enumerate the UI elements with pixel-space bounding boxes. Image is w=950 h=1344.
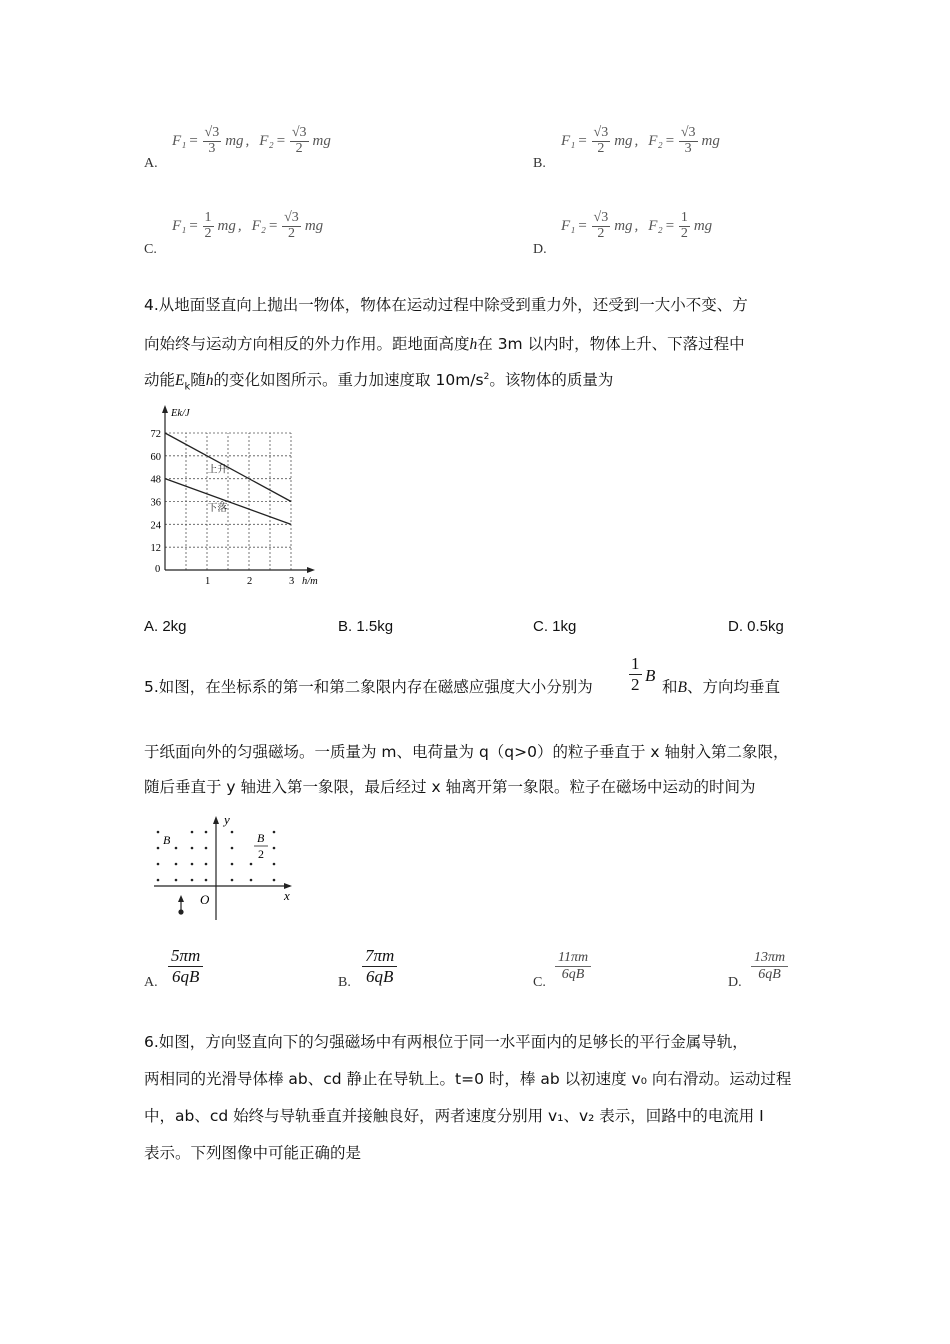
equals-sign: =	[577, 217, 588, 234]
f1-label: F₁	[561, 217, 576, 234]
f1-label: F₁	[561, 132, 576, 149]
q4-option-d[interactable]: D. 0.5kg	[728, 618, 784, 635]
field-dot	[273, 879, 276, 882]
separator: ,	[634, 132, 639, 149]
separator: ,	[634, 217, 639, 234]
mg-text: mg	[225, 132, 244, 149]
x-tick-label: 1	[205, 576, 211, 585]
q5-line-1a: 5.如图，在坐标系的第一和第二象限内存在磁感应强度大小分别为	[144, 678, 593, 696]
field-dot	[191, 879, 194, 882]
fraction: $\frac{√3}{2}$	[284, 210, 299, 241]
field-dot	[250, 863, 253, 866]
mg-text: mg	[614, 217, 633, 234]
q5-half-b-fraction: 1 2	[631, 654, 640, 694]
field-dot	[205, 847, 208, 850]
mg-text: mg	[312, 132, 331, 149]
y-tick-label: 48	[150, 474, 161, 486]
field-dot	[175, 863, 178, 866]
field-dot	[157, 847, 160, 850]
particle	[178, 909, 183, 914]
f1-label: F₁	[172, 217, 187, 234]
field-dot	[191, 847, 194, 850]
mg-text: mg	[614, 132, 633, 149]
field-dot	[273, 863, 276, 866]
chart-axes	[162, 405, 315, 573]
q6-line-3: 中，ab、cd 始终与导轨垂直并接触良好，两者速度分别用 v₁、v₂ 表示，回路中的电流用 I	[144, 1107, 764, 1125]
mg-text: mg	[701, 132, 720, 149]
q3-option-b-letter: B.	[533, 156, 546, 171]
y-axis-label: Ek/J	[171, 408, 190, 419]
fraction: $\frac{1}{2}$	[680, 210, 688, 241]
q5-line-3: 随后垂直于 y 轴进入第一象限，最后经过 x 轴离开第一象限。粒子在磁场中运动的时间为	[144, 778, 756, 796]
separator: ,	[245, 132, 250, 149]
equals-sign: =	[577, 132, 588, 149]
x-tick-label: 3	[289, 576, 295, 585]
chart-series	[165, 433, 291, 524]
q6-line-2: 两相同的光滑导体棒 ab、cd 静止在导轨上。t=0 时，棒 ab 以初速度 v₀ 向右滑动。运动过程	[144, 1070, 792, 1088]
y-axis-label: y	[224, 812, 230, 827]
field-dot	[231, 879, 234, 882]
q6-line-1: 6.如图，方向竖直向下的匀强磁场中有两根位于同一水平面内的足够长的平行金属导轨，	[144, 1033, 748, 1051]
q5-line-1b: 和B、方向均垂直	[662, 678, 780, 696]
q5-line-2: 于纸面向外的匀强磁场。一质量为 m、电荷量为 q（q>0）的粒子垂直于 x 轴射入第二象限，	[144, 743, 789, 761]
origin-label: O	[200, 892, 210, 907]
field-dot	[175, 847, 178, 850]
magnetic-field-figure	[148, 812, 298, 924]
particle-arrow	[178, 895, 184, 902]
x-axis-arrow	[307, 567, 315, 573]
q5-option-c-letter: C.	[533, 975, 546, 990]
f2-label: F₂	[259, 132, 274, 149]
q3-option-a-letter: A.	[144, 156, 158, 171]
field-dot	[231, 863, 234, 866]
equals-sign: =	[188, 132, 199, 149]
x-tick-label: 2	[247, 576, 253, 585]
field-dot	[231, 847, 234, 850]
b-label: B	[163, 833, 171, 847]
q5-option-d-letter: D.	[728, 975, 742, 990]
q5-option-d-fraction[interactable]: 13πm 6qB	[751, 950, 788, 983]
mg-text: mg	[217, 217, 236, 234]
separator: ,	[237, 217, 242, 234]
fraction: $\frac{√3}{2}$	[593, 210, 609, 241]
q5-option-b-letter: B.	[338, 975, 351, 990]
f2-label: F₂	[251, 217, 266, 234]
q3-option-d-formula	[561, 211, 712, 241]
q4-line-3: 动能$E_k$随h的变化如图所示。重力加速度取 $10m/s^2$。该物体的质量为	[144, 371, 614, 393]
y-tick-label: 60	[150, 451, 161, 463]
equals-sign: =	[275, 132, 286, 149]
field-dot	[157, 831, 160, 834]
field-dot	[273, 831, 276, 834]
f2-label: F₂	[648, 132, 663, 149]
equals-sign: =	[268, 217, 279, 234]
field-dot	[205, 831, 208, 834]
field-dot	[157, 879, 160, 882]
field-dot	[175, 879, 178, 882]
fraction: $\frac{√3}{3}$	[204, 125, 220, 156]
q5-half-b-b: B	[645, 666, 656, 685]
x-axis-label: x	[284, 888, 290, 903]
half-b-num: B	[257, 831, 265, 845]
q3-option-b-formula	[561, 126, 720, 156]
equals-sign: =	[664, 132, 675, 149]
q3-option-c-formula	[172, 211, 323, 241]
q3-option-a-formula	[172, 126, 331, 156]
y-axis-arrow	[213, 816, 219, 824]
field-dot	[205, 863, 208, 866]
y-tick-label: 24	[150, 520, 161, 532]
series-label-falling: 下落	[207, 502, 228, 514]
q4-option-a[interactable]: A. 2kg	[144, 618, 187, 635]
field-dot	[191, 863, 194, 866]
q4-option-b[interactable]: B. 1.5kg	[338, 618, 394, 635]
y-axis-arrow	[162, 405, 168, 413]
fraction: $\frac{√3}{2}$	[593, 125, 609, 156]
q5-option-c-fraction[interactable]: 11πm 6qB	[555, 950, 591, 983]
y-tick-label: 36	[150, 497, 161, 509]
mg-text: mg	[304, 217, 324, 234]
fraction: $\frac{√3}{3}$	[680, 125, 696, 156]
origin-label: 0	[155, 564, 161, 575]
field-dot	[205, 879, 208, 882]
q4-line-1: 4.从地面竖直向上抛出一物体，物体在运动过程中除受到重力外，还受到一大小不变、方	[144, 296, 748, 314]
equals-sign: =	[664, 217, 675, 234]
y-tick-label: 12	[150, 543, 161, 555]
field-dot	[273, 847, 276, 850]
fraction: $\frac{1}{2}$	[204, 210, 212, 241]
chart-labels	[151, 408, 319, 585]
fraction: $\frac{√3}{2}$	[291, 125, 307, 156]
f2-label: F₂	[648, 217, 663, 234]
field-dot	[250, 879, 253, 882]
y-tick-label: 72	[150, 429, 161, 440]
q5-option-b-fraction[interactable]: 7πm 6qB	[362, 946, 397, 986]
equals-sign: =	[188, 217, 199, 234]
q4-option-c[interactable]: C. 1kg	[533, 618, 577, 635]
half-b-den: 2	[258, 847, 264, 861]
ek-h-chart	[140, 400, 340, 585]
series-label-rising: 上升	[207, 464, 228, 476]
q6-line-4: 表示。下列图像中可能正确的是	[144, 1144, 362, 1162]
q5-option-a-fraction[interactable]: 5πm 6qB	[168, 946, 203, 986]
q3-option-c-letter: C.	[144, 242, 157, 257]
q5-option-a-letter: A.	[144, 975, 158, 990]
q4-line-2: 向始终与运动方向相反的外力作用。距地面高度h在 3m 以内时，物体上升、下落过程中	[144, 335, 745, 353]
mg-text: mg	[693, 217, 713, 234]
field-dot	[191, 831, 194, 834]
x-axis-label: h/m	[302, 576, 318, 585]
f1-label: F₁	[172, 132, 187, 149]
field-dot	[157, 863, 160, 866]
series-line-rising	[165, 433, 291, 502]
field-dot	[231, 831, 234, 834]
q3-option-d-letter: D.	[533, 242, 547, 257]
